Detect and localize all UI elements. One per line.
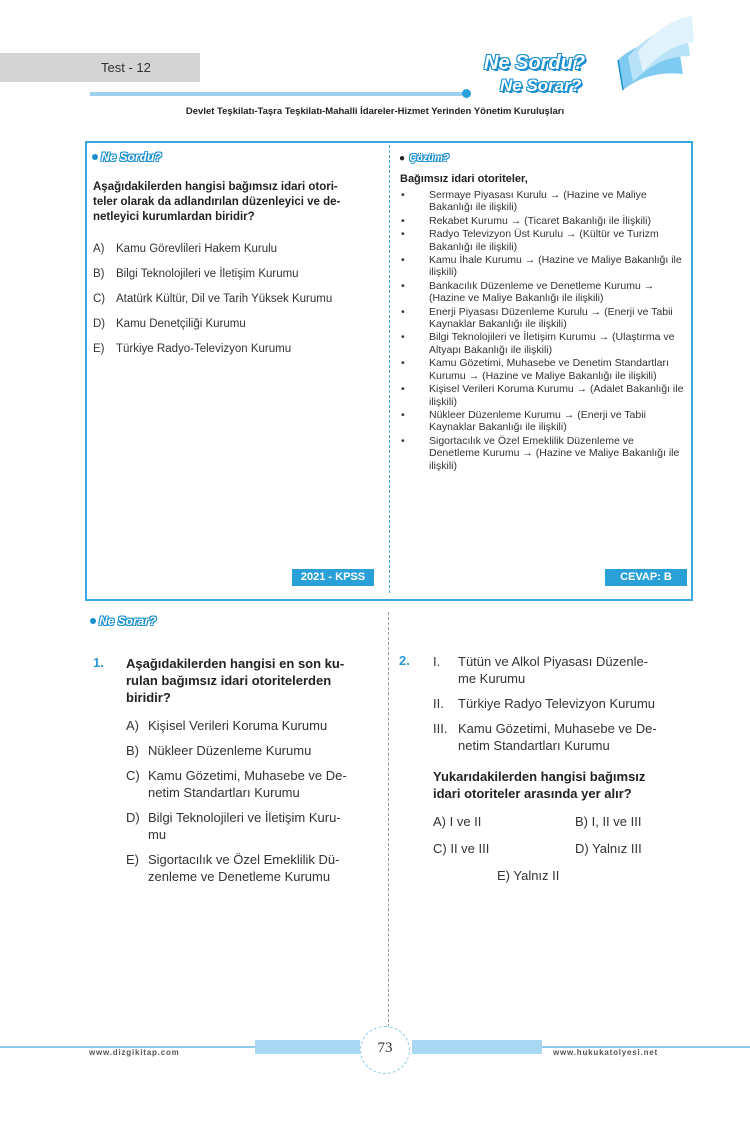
exam-options [93, 243, 383, 368]
cozum-label: ● Çözüm? [399, 153, 449, 164]
page-subtitle: Devlet Teşkilatı-Taşra Teşkilatı-Mahalli İdareler-Hizmet Yerinden Yönetim Kuruluşları [185, 106, 565, 117]
ne-sordu-label: Ne Sordu? [92, 148, 162, 166]
footer-bar-left [255, 1040, 360, 1054]
solution-list [401, 189, 686, 473]
logo-line-1: Ne Sordu? [484, 52, 586, 74]
page-number: 73 [377, 1040, 393, 1056]
list-item: • Sermaye Piyasası Kurulu → (Hazine ve Maliye Bakanlığı ile ilişkili) [401, 189, 647, 214]
option-c[interactable]: C) Atatürk Kültür, Dil ve Tarih Yüksek Kurumu [93, 293, 333, 305]
footer-bar-right [412, 1040, 542, 1054]
list-item: • Bilgi Teknolojileri ve İletişim Kurumu → (Ulaştırma ve Altyapı Bakanlığı ile ilişkili) [401, 331, 675, 356]
q1-option-c[interactable]: C) Kamu Gözetimi, Muhasebe ve De- netim Standartları Kurumu [126, 768, 347, 800]
box-divider [389, 145, 390, 593]
footer-right-url[interactable]: www.hukukatolyesi.net [550, 1042, 661, 1060]
ne-sorar-label: Ne Sorar? [90, 612, 156, 630]
list-item: • Kişisel Verileri Koruma Kurumu → (Adalet Bakanlığı ile ilişkili) [401, 383, 684, 408]
solution-heading: Bağımsız idari otoriteler, [400, 173, 528, 185]
header-rule [90, 92, 470, 96]
list-item: • Radyo Televizyon Üst Kurulu → (Kültür ve Turizm Bakanlığı ile ilişkili) [401, 228, 659, 253]
test-label-tab [0, 53, 200, 82]
q2-option-b[interactable]: B) I, II ve III [575, 814, 642, 829]
q2-statement-2: II. Türkiye Radyo Televizyon Kurumu [433, 696, 656, 711]
column-divider [388, 612, 389, 1042]
logo-line-2: Ne Sorar? [500, 76, 582, 95]
question-2-statements [433, 653, 693, 762]
question-1-number: 1. [93, 655, 104, 670]
test-label: Test - 12 [101, 60, 151, 75]
option-b[interactable]: B) Bilgi Teknolojileri ve İletişim Kurumu [93, 268, 299, 280]
option-a[interactable]: A) Kamu Görevlileri Hakem Kurulu [93, 243, 278, 255]
q2-option-a[interactable]: A) I ve II [433, 814, 482, 829]
q2-option-e[interactable]: E) Yalnız II [497, 868, 560, 883]
bullet-dot-icon [92, 154, 98, 160]
q2-statement-1: I. Tütün ve Alkol Piyasası Düzenle- me Kurumu [433, 654, 649, 686]
option-e[interactable]: E) Türkiye Radyo-Televizyon Kurumu [93, 343, 292, 355]
question-1-text: Aşağıdakilerden hangisi en son ku- rulan bağımsız idari otoritelerden biridir? [126, 656, 345, 705]
question-1-options [126, 717, 386, 893]
q2-statement-3: III. Kamu Gözetimi, Muhasebe ve De- netim Standartları Kurumu [433, 721, 657, 753]
header-rule-dot [462, 89, 471, 98]
list-item: • Sigortacılık ve Özel Emeklilik Düzenleme ve Denetleme Kurumu → (Hazine ve Maliye Bakanlığı ile ilişkili) [401, 434, 680, 472]
question-2-number: 2. [399, 653, 410, 668]
list-item: • Enerji Piyasası Düzenleme Kurulu → (Enerji ve Tabii Kaynaklar Bakanlığı ile ilişkili) [401, 305, 673, 331]
source-tag: 2021 - KPSS [292, 569, 374, 586]
q2-option-d[interactable]: D) Yalnız III [575, 841, 642, 856]
question-2-prompt: Yukarıdakilerden hangisi bağımsız idari otoriteler arasında yer alır? [433, 769, 646, 801]
q1-option-d[interactable]: D) Bilgi Teknolojileri ve İletişim Kuru- mu [126, 810, 341, 842]
footer-left-url[interactable]: www.dizgikitap.com [86, 1042, 183, 1060]
list-item: • Bankacılık Düzenleme ve Denetleme Kurumu → (Hazine ve Maliye Bakanlığı ile ilişkili) [401, 279, 655, 305]
exam-question-text: Aşağıdakilerden hangisi bağımsız idari otori- teler olarak da adlandırılan düzenleyici ve de- netleyici kurumlardan biridir? [93, 181, 341, 223]
q1-option-a[interactable]: A) Kişisel Verileri Koruma Kurumu [126, 718, 328, 733]
list-item: • Kamu Gözetimi, Muhasebe ve Denetim Standartları Kurumu → (Hazine ve Maliye Bakanlığı ile ilişkili) [401, 357, 669, 382]
list-item: • Nükleer Düzenleme Kurumu → (Enerji ve Tabii Kaynaklar Bakanlığı ile ilişkili) [401, 408, 646, 434]
q1-option-b[interactable]: B) Nükleer Düzenleme Kurumu [126, 743, 312, 758]
ne-sordu-logo [478, 12, 698, 102]
list-item: • Kamu İhale Kurumu → (Hazine ve Maliye Bakanlığı ile ilişkili) [401, 254, 682, 279]
option-d[interactable]: D) Kamu Denetçiliği Kurumu [93, 318, 246, 330]
list-item: • Rekabet Kurumu → (Ticaret Bakanlığı ile İlişkili) [401, 214, 651, 227]
answer-tag: CEVAP: B [605, 569, 687, 586]
bullet-dot-icon [90, 618, 96, 624]
q2-option-c[interactable]: C) II ve III [433, 841, 490, 856]
q1-option-e[interactable]: E) Sigortacılık ve Özel Emeklilik Dü- zenleme ve Denetleme Kurumu [126, 852, 340, 884]
